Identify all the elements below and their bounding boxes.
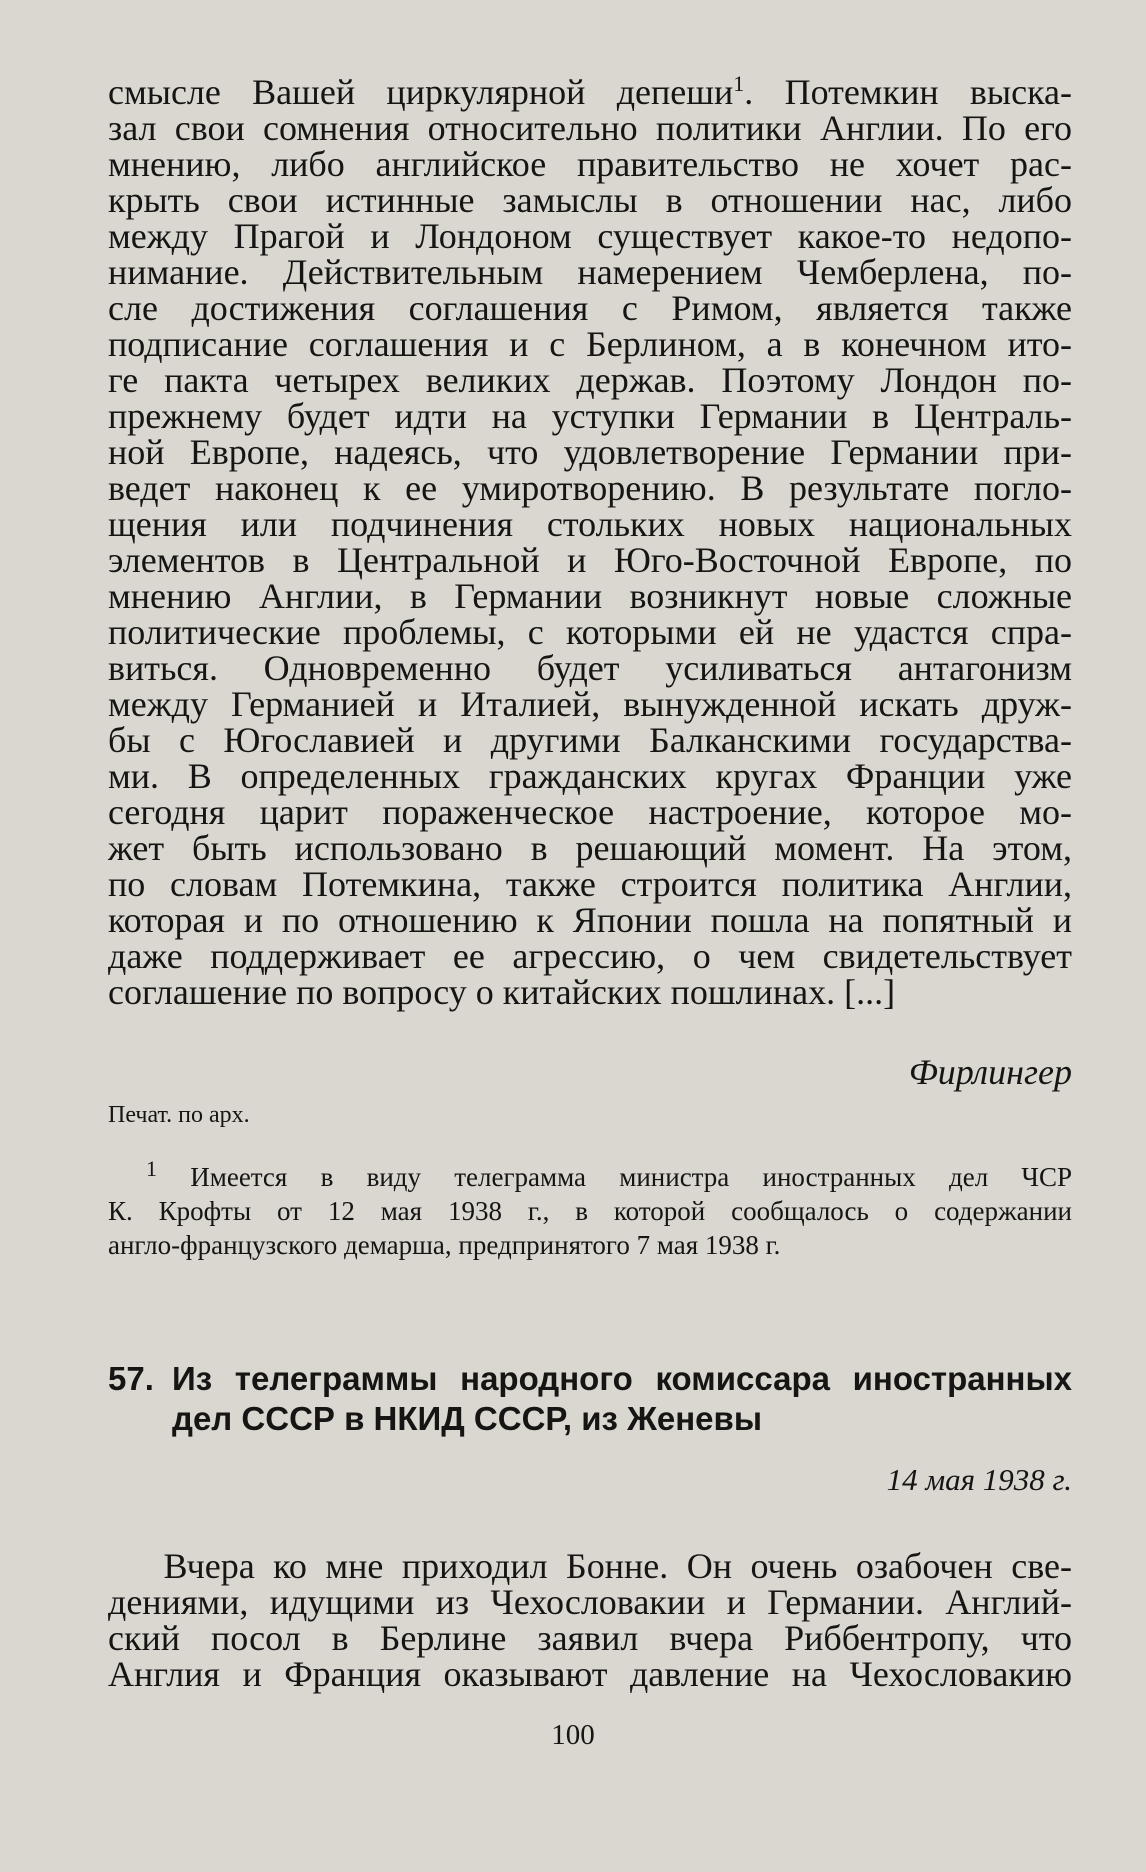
signature: Фирлингер: [908, 1052, 1072, 1092]
footnote-number: 1: [146, 1156, 157, 1181]
text-line: которая и по отношению к Японии пошла на попятный и: [108, 900, 1072, 940]
footnote-marker: 1: [733, 71, 745, 96]
text-line: нимание. Действительным намерением Чемберлена, по-: [108, 252, 1072, 292]
text-line: по словам Потемкина, также строится политика Англии,: [108, 864, 1072, 904]
body-text: [108, 1548, 1072, 1692]
text-line: мнению, либо английское правительство не хочет рас-: [108, 144, 1072, 184]
text-line: политические проблемы, с которыми ей не удастся спра-: [108, 612, 1072, 652]
text-line: Англия и Франция оказывают давление на Чехословакию: [108, 1654, 1072, 1694]
heading-line: дел СССР в НКИД СССР, из Женевы: [172, 1400, 763, 1437]
text-line: ной Европе, надеясь, что удовлетворение Германии при-: [108, 432, 1072, 472]
footnote-text: Имеется в виду телеграмма министра иностранных дел ЧСР: [157, 1162, 1072, 1192]
text-line: между Прагой и Лондоном существует какое-то недопо-: [108, 216, 1072, 256]
document-number: 57.: [108, 1360, 154, 1397]
text-line-tail: . Потемкин выска-: [744, 72, 1072, 112]
text-line: Вчера ко мне приходил Бонне. Он очень озабочен све-: [108, 1546, 1072, 1586]
text-line: виться. Одновременно будет усиливаться антагонизм: [108, 648, 1072, 688]
text-line: [108, 71, 1072, 112]
text-line: ми. В определенных гражданских кругах Франции уже: [108, 756, 1072, 796]
text-line: ге пакта четырех великих держав. Поэтому Лондон по-: [108, 360, 1072, 400]
text-line: ский посол в Берлине заявил вчера Риббентропу, что: [108, 1618, 1072, 1658]
page-number: 100: [551, 1719, 595, 1751]
text-line: зал свои сомнения относительно политики Англии. По его: [108, 108, 1072, 148]
text-line: соглашение по вопросу о китайских пошлинах. [...]: [108, 972, 896, 1012]
footnote-line: [108, 1156, 1072, 1194]
text-line: подписание соглашения и с Берлином, а в конечном ито-: [108, 324, 1072, 364]
text-line: между Германией и Италией, вынужденной искать друж-: [108, 684, 1072, 724]
document-heading: [108, 1359, 1072, 1439]
text-line: дениями, идущими из Чехословакии и Германии. Англий-: [108, 1582, 1072, 1622]
text-line-start: смысле Вашей циркулярной депеши: [108, 72, 734, 112]
text-line: прежнему будет идти на уступки Германии в Централь-: [108, 396, 1072, 436]
text-line: сегодня царит пораженческое настроение, которое мо-: [108, 792, 1072, 832]
heading-line: Из телеграммы народного комиссара иностранных: [172, 1360, 1072, 1397]
text-line: элементов в Центральной и Юго-Восточной Европе, по: [108, 540, 1072, 580]
text-line: мнению Англии, в Германии возникнут новые сложные: [108, 576, 1072, 616]
source-note: Печат. по арх.: [108, 1102, 250, 1128]
text-line: бы с Югославией и другими Балканскими государства-: [108, 720, 1072, 760]
main-text: [108, 71, 1072, 1012]
footnote: [108, 1156, 1072, 1262]
text-line: ведет наконец к ее умиротворению. В результате погло-: [108, 468, 1072, 508]
text-line: щения или подчинения стольких новых национальных: [108, 504, 1072, 544]
text-line: сле достижения соглашения с Римом, является также: [108, 288, 1072, 328]
text-line: жет быть использовано в решающий момент. На этом,: [108, 828, 1072, 868]
text-line: даже поддерживает ее агрессию, о чем свидетельствует: [108, 936, 1072, 976]
footnote-line: англо-французского демарша, предпринятого 7 мая 1938 г.: [108, 1230, 781, 1260]
footnote-line: К. Крофты от 12 мая 1938 г., в которой сообщалось о содержании: [108, 1196, 1072, 1226]
document-date: 14 мая 1938 г.: [886, 1462, 1072, 1497]
text-line: крыть свои истинные замыслы в отношении нас, либо: [108, 180, 1072, 220]
